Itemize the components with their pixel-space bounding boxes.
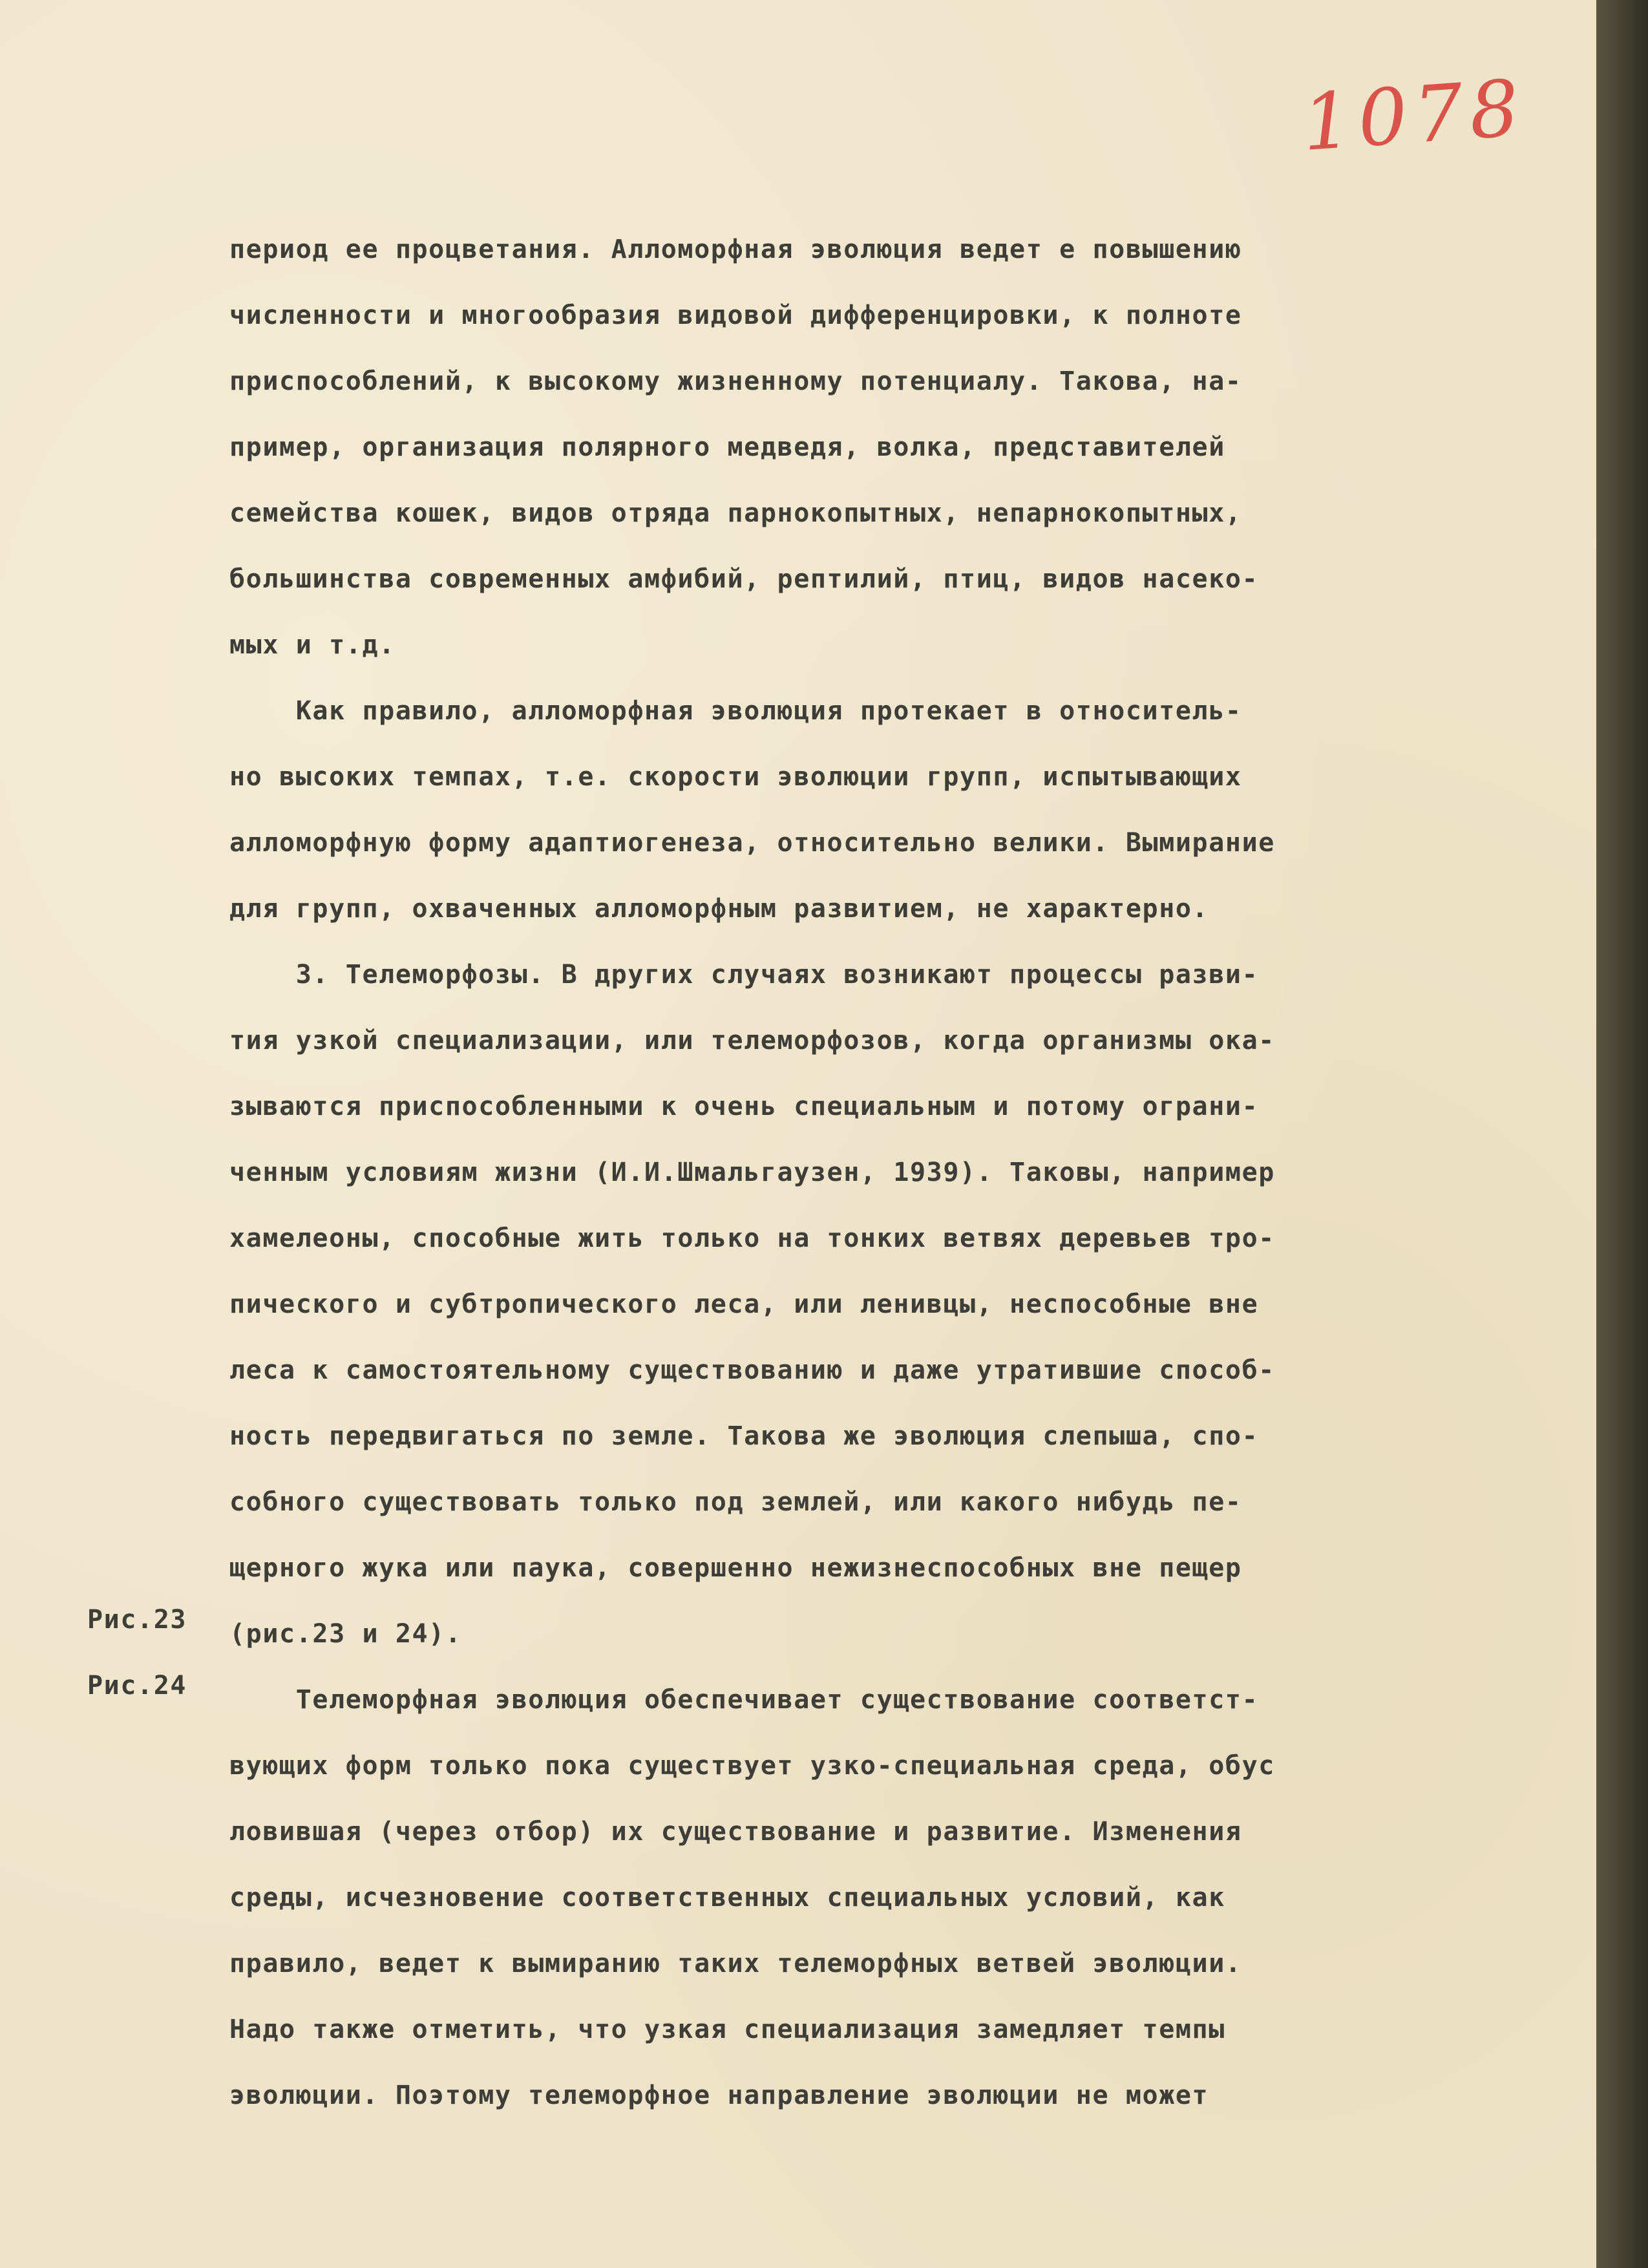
text-line: пического и субтропического леса, или ленивцы, неспособные вне	[229, 1289, 1259, 1319]
text-line: но высоких темпах, т.е. скорости эволюции групп, испытывающих	[229, 762, 1242, 792]
text-line: алломорфную форму адаптиогенеза, относительно велики. Вымирание	[229, 828, 1275, 858]
text-line: период ее процветания. Алломорфная эволюция ведет е повышению	[229, 235, 1242, 264]
text-line: хамелеоны, способные жить только на тонких ветвях деревьев тро-	[229, 1224, 1275, 1253]
text-line: большинства современных амфибий, рептилий, птиц, видов насеко-	[229, 564, 1259, 594]
text-line: Как правило, алломорфная эволюция протекает в относитель-	[229, 696, 1242, 726]
text-line: ловившая (через отбор) их существование и развитие. Изменения	[229, 1817, 1242, 1847]
text-line: ность передвигаться по земле. Такова же эволюция слепыша, спо-	[229, 1421, 1259, 1451]
text-line: приспособлений, к высокому жизненному потенциалу. Такова, на-	[229, 366, 1242, 396]
text-line: Телеморфная эволюция обеспечивает существование соответст-	[229, 1685, 1259, 1715]
text-line: вующих форм только пока существует узко-специальная среда, обус	[229, 1751, 1275, 1781]
text-line: собного существовать только под землей, или какого нибудь пе-	[229, 1487, 1242, 1517]
text-line: мых и т.д.	[229, 630, 396, 660]
text-line: тия узкой специализации, или телеморфозов, когда организмы ока-	[229, 1026, 1275, 1055]
text-line: для групп, охваченных алломорфным развитием, не характерно.	[229, 894, 1209, 924]
text-line: Надо также отметить, что узкая специализация замедляет темпы	[229, 2015, 1225, 2044]
text-line: ченным условиям жизни (И.И.Шмальгаузен, 1939). Таковы, например	[229, 1158, 1275, 1187]
text-line: семейства кошек, видов отряда парнокопытных, непарнокопытных,	[229, 498, 1242, 528]
background-edge	[1596, 0, 1648, 2268]
margin-note-fig24: Рис.24	[87, 1671, 187, 1701]
text-line: численности и многообразия видовой дифференцировки, к полноте	[229, 301, 1242, 330]
typewritten-text-block	[229, 217, 1593, 2128]
text-line: эволюции. Поэтому телеморфное направление эволюции не может	[229, 2081, 1209, 2110]
text-line: щерного жука или паука, совершенно нежизнеспособных вне пещер	[229, 1553, 1242, 1583]
text-line: пример, организация полярного медведя, волка, представителей	[229, 432, 1225, 462]
text-line: зываются приспособленными к очень специальным и потому ограни-	[229, 1092, 1259, 1121]
margin-note-fig23: Рис.23	[87, 1605, 187, 1635]
text-line: (рис.23 и 24).	[229, 1619, 462, 1649]
text-line: правило, ведет к вымиранию таких телеморфных ветвей эволюции.	[229, 1949, 1242, 1978]
text-line: 3. Телеморфозы. В других случаях возникают процессы разви-	[229, 960, 1259, 990]
handwritten-page-number: 1078	[1299, 63, 1528, 169]
text-line: среды, исчезновение соответственных специальных условий, как	[229, 1883, 1225, 1913]
text-line: леса к самостоятельному существованию и даже утратившие способ-	[229, 1355, 1275, 1385]
